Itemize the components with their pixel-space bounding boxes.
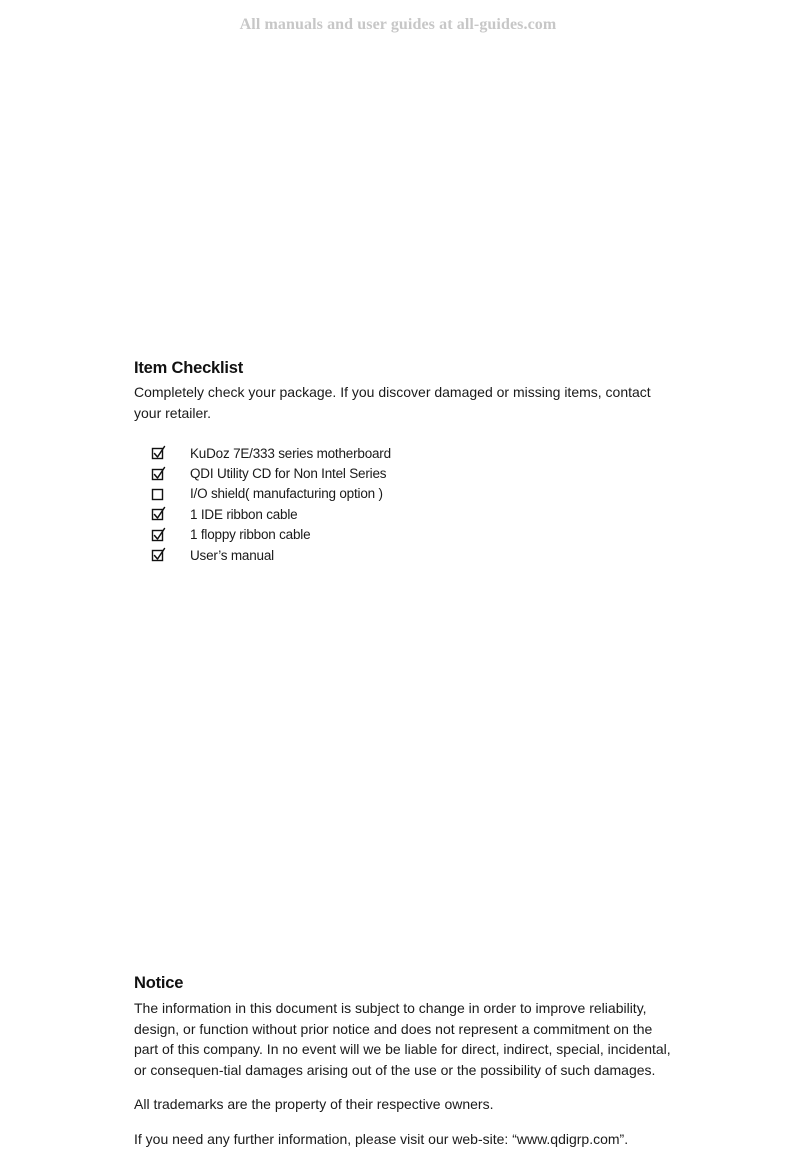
checked-box-icon <box>150 466 166 482</box>
empty-box-icon <box>150 486 166 502</box>
notice-heading: Notice <box>134 974 184 992</box>
item-checklist <box>150 443 391 565</box>
checklist-item-label: QDI Utility CD for Non Intel Series <box>190 466 387 482</box>
checked-box-icon <box>150 527 166 543</box>
watermark-text: All manuals and user guides at all-guides.com <box>239 16 557 33</box>
checklist-item-label: 1 IDE ribbon cable <box>190 506 298 522</box>
website-paragraph: If you need any further information, please visit our web-site: “www.qdigrp.com”. <box>134 1131 629 1147</box>
item-checklist-intro: Completely check your package. If you discover damaged or missing items, contact your retailer. <box>134 384 651 421</box>
checklist-item <box>150 545 391 565</box>
checklist-item-label: User’s manual <box>190 547 274 563</box>
checklist-item <box>150 504 391 524</box>
checklist-item-label: I/O shield( manufacturing option ) <box>190 486 383 502</box>
trademarks-paragraph: All trademarks are the property of their respective owners. <box>134 1096 494 1112</box>
checklist-item <box>150 484 391 504</box>
checklist-item-label: 1 floppy ribbon cable <box>190 527 311 543</box>
item-checklist-heading: Item Checklist <box>134 359 244 377</box>
checklist-item <box>150 525 391 545</box>
checklist-item <box>150 443 391 463</box>
notice-paragraph: The information in this document is subject to change in order to improve reliability, design, or function without prior notice and does not represent a commitment on the part of this company. In no event will we be liable for direct, indirect, special, incidental, or consequen-tial damages arising out of the use or the possibility of such damages. <box>134 1000 671 1078</box>
checklist-item <box>150 463 391 483</box>
checklist-item-label: KuDoz 7E/333 series motherboard <box>190 445 391 461</box>
checked-box-icon <box>150 547 166 563</box>
checked-box-icon <box>150 445 166 461</box>
checked-box-icon <box>150 506 166 522</box>
